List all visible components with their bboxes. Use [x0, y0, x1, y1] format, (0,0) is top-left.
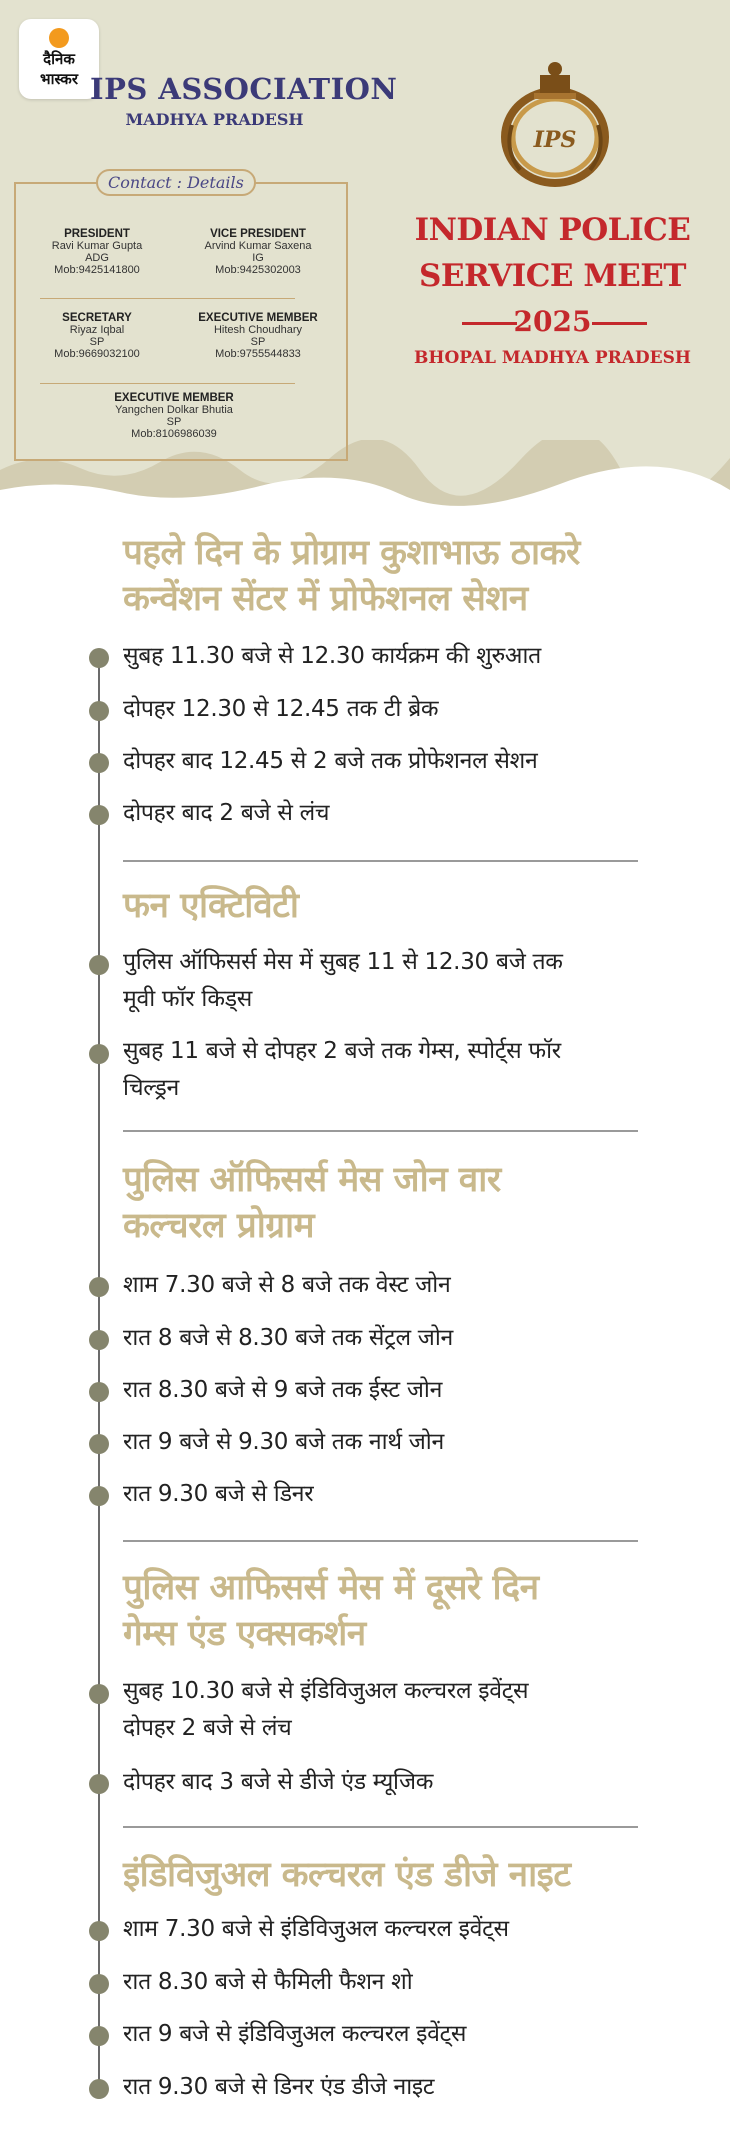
member-rank: SP — [89, 336, 105, 348]
contact-details-label: Contact : Details — [96, 169, 256, 196]
member-mobile: Mob:9425141800 — [54, 264, 140, 276]
meet-title-line1: INDIAN POLICE — [414, 212, 691, 248]
schedule-item-line: रात 9 बजे से 9.30 बजे तक नार्थ जोन — [123, 1429, 444, 1455]
timeline-line — [98, 650, 100, 2095]
logo-sun-icon — [49, 28, 69, 48]
meet-title-line2: SERVICE MEET — [419, 258, 686, 294]
schedule-item-line: दोपहर बाद 3 बजे से डीजे एंड म्यूजिक — [123, 1769, 434, 1795]
schedule-item — [123, 2016, 643, 2053]
member-vice-president — [183, 228, 333, 276]
bullet-icon — [89, 1434, 109, 1454]
bullet-icon — [89, 701, 109, 721]
schedule-item — [123, 1372, 643, 1409]
member-mobile: Mob:9425302003 — [215, 264, 301, 276]
member-rank: SP — [166, 416, 182, 428]
member-role: SECRETARY — [62, 312, 132, 324]
member-executive — [79, 392, 269, 440]
schedule-item — [123, 1033, 643, 1107]
schedule-item — [123, 1964, 643, 2001]
section-title-line: गेम्स एंड एक्सकर्शन — [123, 1614, 366, 1654]
member-name: Yangchen Dolkar Bhutia — [115, 404, 233, 416]
schedule-item — [123, 1424, 643, 1461]
member-name: Arvind Kumar Saxena — [204, 240, 312, 252]
bullet-icon — [89, 1974, 109, 1994]
meet-year: 2025 — [513, 305, 592, 338]
publisher-logo[interactable] — [19, 19, 99, 99]
schedule-item-line: चिल्ड्रन — [123, 1075, 179, 1101]
bullet-icon — [89, 1921, 109, 1941]
schedule-item — [123, 638, 643, 675]
schedule-item — [123, 743, 643, 780]
schedule-item-line: दोपहर 2 बजे से लंच — [123, 1715, 292, 1741]
schedule-item-line: दोपहर बाद 12.45 से 2 बजे तक प्रोफेशनल सेशन — [123, 748, 538, 774]
section-title-day2 — [123, 1565, 539, 1657]
bullet-icon — [89, 1486, 109, 1506]
event-banner — [0, 0, 730, 510]
schedule-item — [123, 1673, 643, 1747]
member-mobile: Mob:9755544833 — [215, 348, 301, 360]
bullet-icon — [89, 648, 109, 668]
member-role: PRESIDENT — [64, 228, 130, 240]
schedule-item-line: सुबह 11.30 बजे से 12.30 कार्यक्रम की शुरुआत — [123, 643, 541, 669]
schedule-item-line: शाम 7.30 बजे से 8 बजे तक वेस्ट जोन — [123, 1272, 451, 1298]
member-rank: SP — [250, 336, 266, 348]
association-title: IPS ASSOCIATION — [90, 72, 398, 106]
schedule-item — [123, 1911, 643, 1948]
section-title-line: फन एक्टिविटी — [123, 886, 299, 926]
bullet-icon — [89, 1277, 109, 1297]
schedule-item-line: रात 9.30 बजे से डिनर एंड डीजे नाइट — [123, 2074, 435, 2100]
member-secretary — [22, 312, 172, 360]
section-title-line: कल्चरल प्रोग्राम — [123, 1206, 315, 1246]
schedule-item — [123, 1320, 643, 1357]
bullet-icon — [89, 955, 109, 975]
year-rule-right — [592, 322, 647, 325]
contact-divider — [40, 383, 295, 384]
schedule-item — [123, 691, 643, 728]
section-title-line: पहले दिन के प्रोग्राम कुशाभाऊ ठाकरे — [123, 533, 580, 573]
member-role: EXECUTIVE MEMBER — [114, 392, 234, 404]
member-name: Ravi Kumar Gupta — [51, 240, 143, 252]
schedule-item-line: सुबह 11 बजे से दोपहर 2 बजे तक गेम्स, स्पोर्ट्स फॉर — [123, 1038, 561, 1064]
schedule-item-line: रात 8.30 बजे से फैमिली फैशन शो — [123, 1969, 413, 1995]
bullet-icon — [89, 753, 109, 773]
section-divider — [123, 1540, 638, 1542]
schedule-item-line: रात 9.30 बजे से डिनर — [123, 1481, 314, 1507]
member-executive — [183, 312, 333, 360]
schedule-item-line: सुबह 10.30 बजे से इंडिविजुअल कल्चरल इवेंट्स — [123, 1678, 529, 1704]
section-title-line: पुलिस आफिसर्स मेस में दूसरे दिन — [123, 1568, 539, 1608]
bullet-icon — [89, 805, 109, 825]
member-mobile: Mob:8106986039 — [131, 428, 217, 440]
bullet-icon — [89, 1684, 109, 1704]
schedule-item — [123, 1267, 643, 1304]
bullet-icon — [89, 1382, 109, 1402]
logo-text-line1: दैनिक — [43, 50, 75, 68]
schedule-item-line: पुलिस ऑफिसर्स मेस में सुबह 11 से 12.30 बजे तक — [123, 949, 563, 975]
meet-location: BHOPAL MADHYA PRADESH — [414, 348, 691, 368]
bullet-icon — [89, 1774, 109, 1794]
schedule-item — [123, 2069, 643, 2106]
schedule-item — [123, 1476, 643, 1513]
section-divider — [123, 1826, 638, 1828]
schedule-item-line: दोपहर 12.30 से 12.45 तक टी ब्रेक — [123, 696, 439, 722]
section-divider — [123, 1130, 638, 1132]
section-title-line: पुलिस ऑफिसर्स मेस जोन वार — [123, 1160, 501, 1200]
bullet-icon — [89, 1330, 109, 1350]
section-title-line: कन्वेंशन सेंटर में प्रोफेशनल सेशन — [123, 579, 528, 619]
member-name: Riyaz Iqbal — [69, 324, 125, 336]
schedule-item — [123, 944, 643, 1018]
member-role: EXECUTIVE MEMBER — [198, 312, 318, 324]
member-role: VICE PRESIDENT — [210, 228, 306, 240]
schedule-item-line: रात 9 बजे से इंडिविजुअल कल्चरल इवेंट्स — [123, 2021, 467, 2047]
member-rank: IG — [252, 252, 264, 264]
schedule-item — [123, 795, 643, 832]
ips-emblem-icon — [490, 55, 620, 195]
section-title-dj-night — [123, 1852, 571, 1898]
bullet-icon — [89, 2026, 109, 2046]
section-divider — [123, 860, 638, 862]
schedule-item-line: शाम 7.30 बजे से इंडिविजुअल कल्चरल इवेंट्स — [123, 1916, 509, 1942]
schedule-item-line: दोपहर बाद 2 बजे से लंच — [123, 800, 330, 826]
contact-divider — [40, 298, 295, 299]
section-title-cultural-program — [123, 1157, 501, 1249]
association-subtitle: MADHYA PRADESH — [125, 110, 304, 129]
section-title-day1 — [123, 530, 580, 622]
logo-text-line2: भास्कर — [40, 70, 78, 88]
schedule-item — [123, 1764, 643, 1801]
bullet-icon — [89, 1044, 109, 1064]
member-mobile: Mob:9669032100 — [54, 348, 140, 360]
bullet-icon — [89, 2079, 109, 2099]
schedule-item-line: मूवी फॉर किड्स — [123, 986, 252, 1012]
schedule-item-line: रात 8 बजे से 8.30 बजे तक सेंट्रल जोन — [123, 1325, 453, 1351]
section-title-line: इंडिविजुअल कल्चरल एंड डीजे नाइट — [123, 1855, 571, 1895]
emblem-letters: IPS — [533, 127, 577, 153]
schedule-item-line: रात 8.30 बजे से 9 बजे तक ईस्ट जोन — [123, 1377, 443, 1403]
section-title-fun-activity — [123, 883, 298, 929]
member-name: Hitesh Choudhary — [213, 324, 303, 336]
member-rank: ADG — [85, 252, 109, 264]
member-president — [22, 228, 172, 276]
